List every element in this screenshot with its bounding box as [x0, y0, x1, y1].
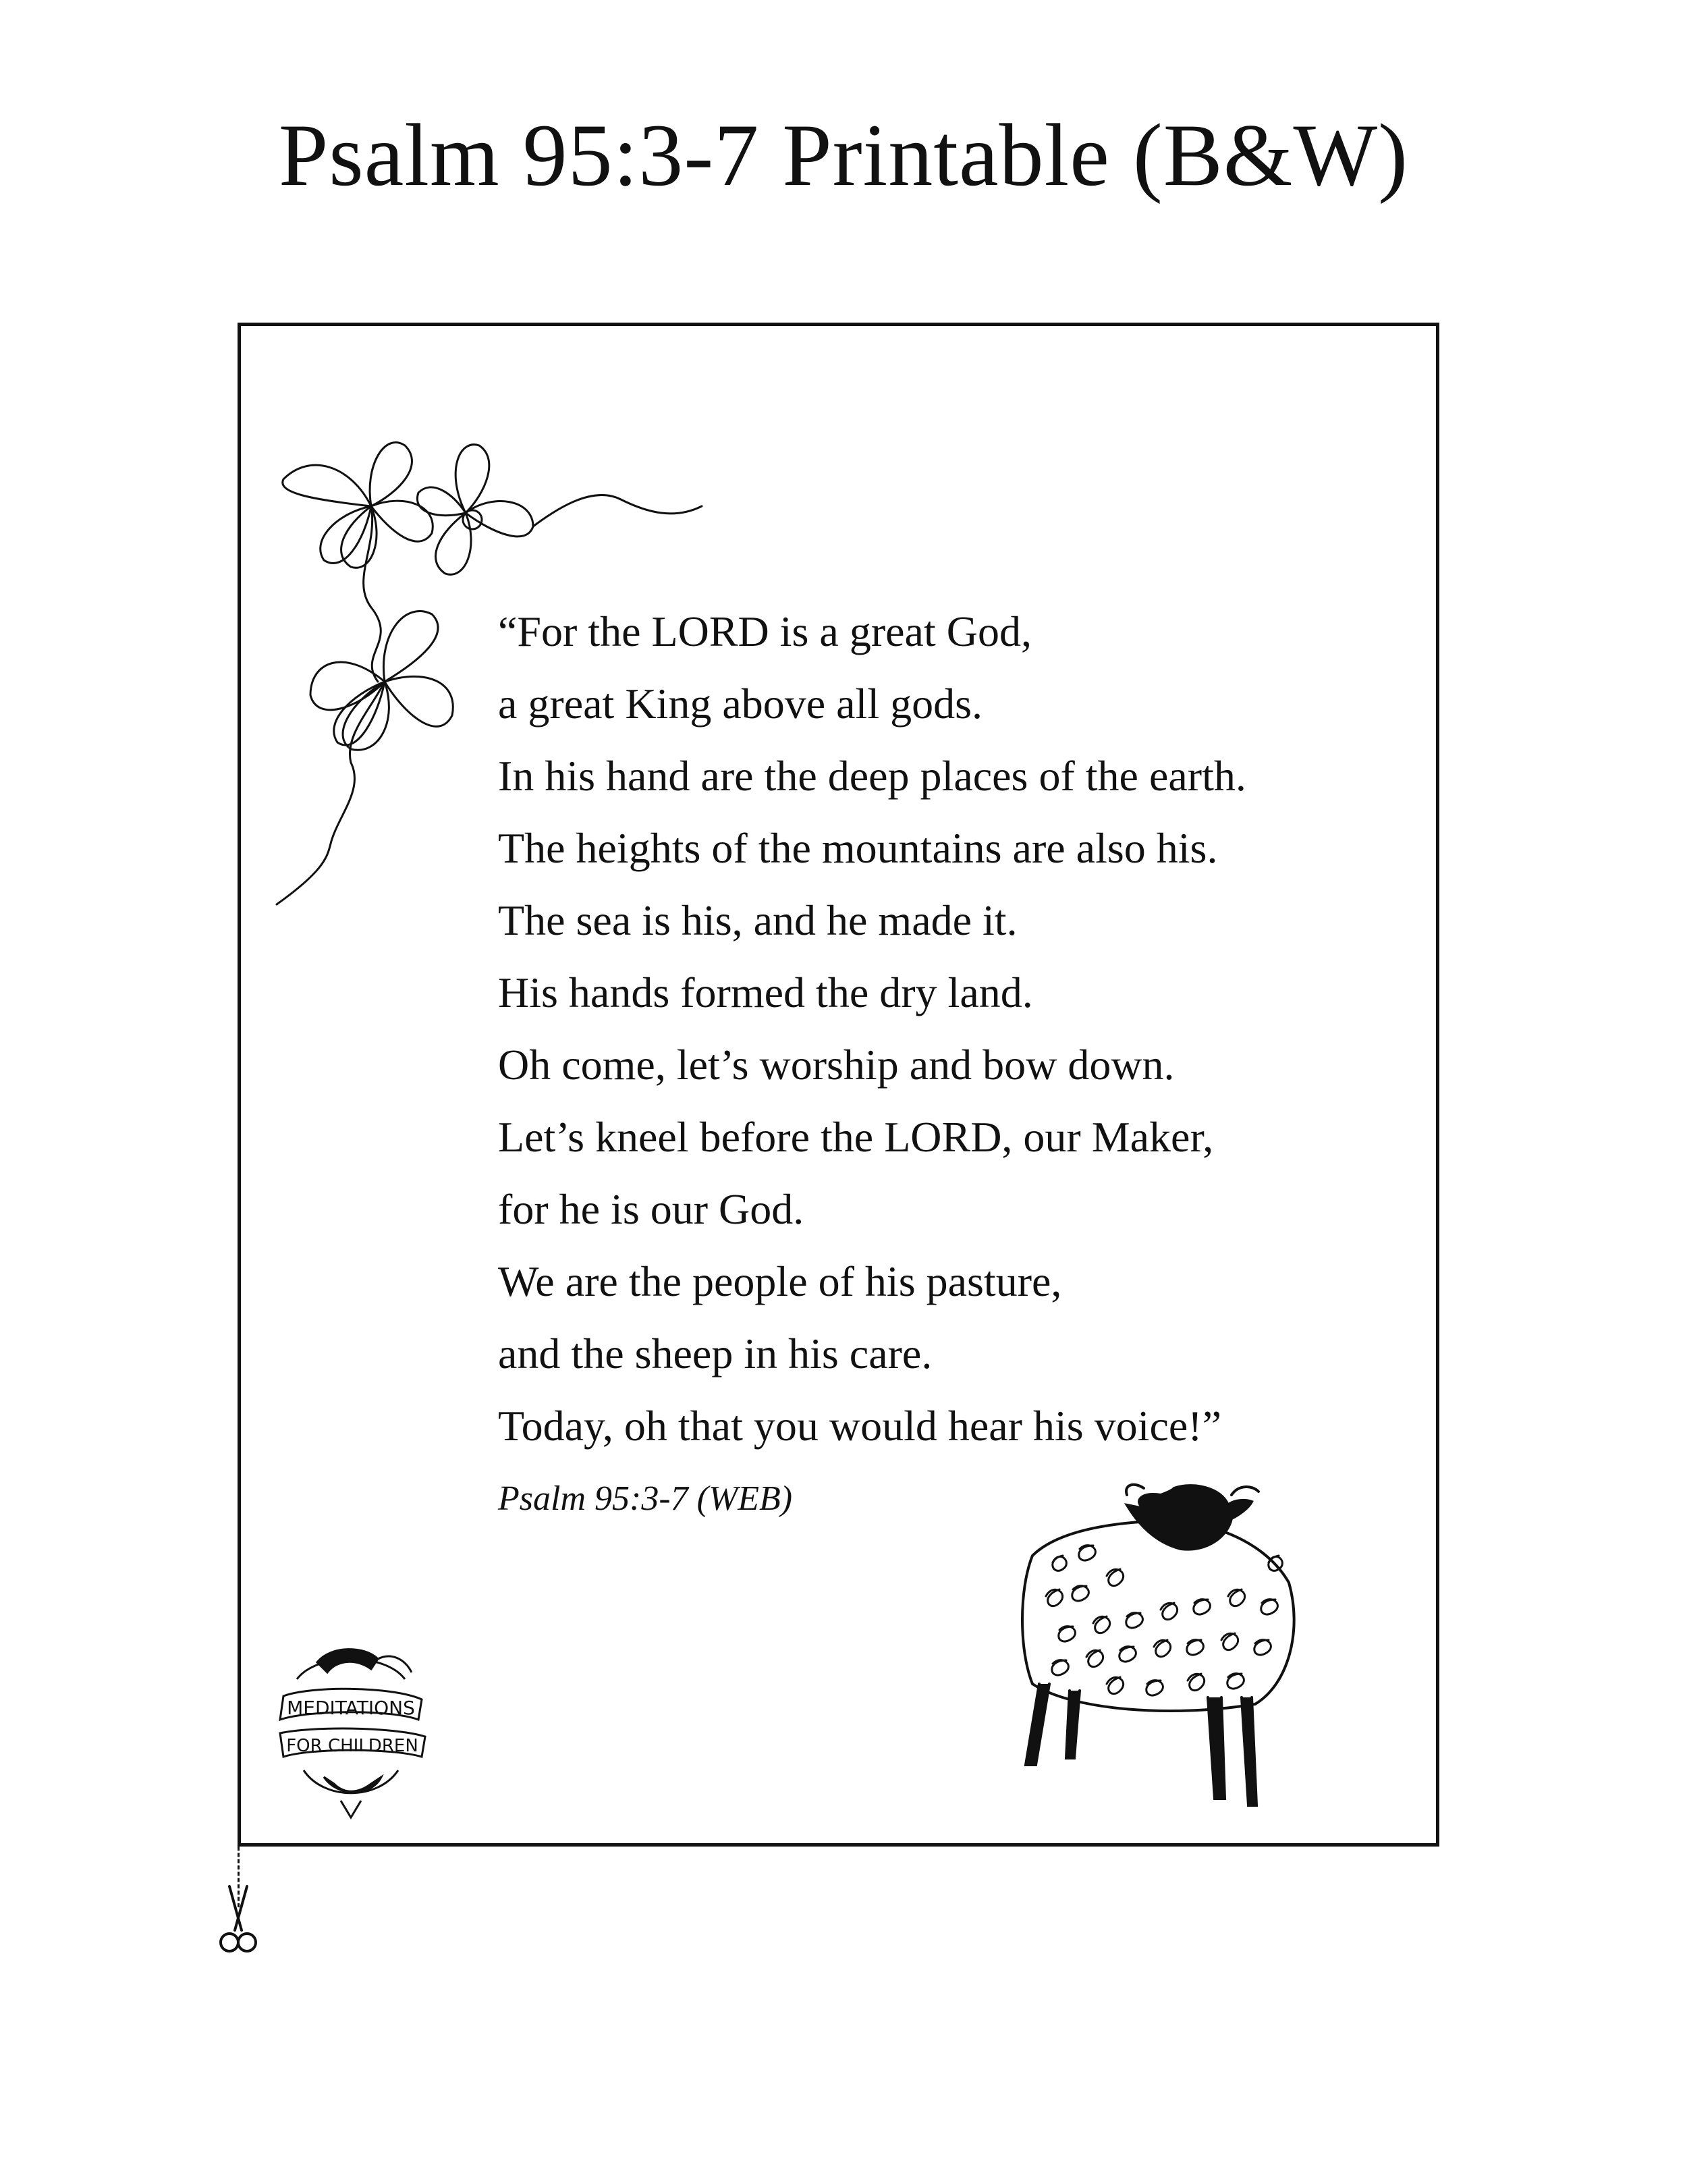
verse-line: In his hand are the deep places of the earth.: [498, 752, 1246, 800]
verse-line: The heights of the mountains are also his.: [498, 824, 1218, 872]
verse-line: We are the people of his pasture,: [498, 1257, 1062, 1305]
verse-line: Today, oh that you would hear his voice!”: [498, 1402, 1221, 1450]
page-title: Psalm 95:3-7 Printable (B&W): [278, 105, 1409, 204]
verse-line: and the sheep in his care.: [498, 1330, 933, 1377]
logo-line-1: MEDITATIONS: [287, 1697, 415, 1719]
sheep-illustration-icon: [1005, 1481, 1343, 1819]
meditations-for-children-logo: [270, 1632, 432, 1821]
verse-line: for he is our God.: [498, 1185, 804, 1233]
verse-line: Let’s kneel before the LORD, our Maker,: [498, 1113, 1214, 1161]
verse-line: “For the LORD is a great God,: [498, 607, 1032, 655]
logo-line-2: FOR CHILDREN: [286, 1736, 418, 1756]
verse-line: His hands formed the dry land.: [498, 968, 1033, 1016]
verse-line: The sea is his, and he made it.: [498, 896, 1018, 944]
scissors-icon: [215, 1883, 262, 1957]
verse-line: a great King above all gods.: [498, 680, 983, 728]
verse-line: Oh come, let’s worship and bow down.: [498, 1041, 1175, 1089]
scripture-citation: Psalm 95:3-7 (WEB): [498, 1479, 793, 1518]
scripture-passage: [498, 595, 1375, 1462]
